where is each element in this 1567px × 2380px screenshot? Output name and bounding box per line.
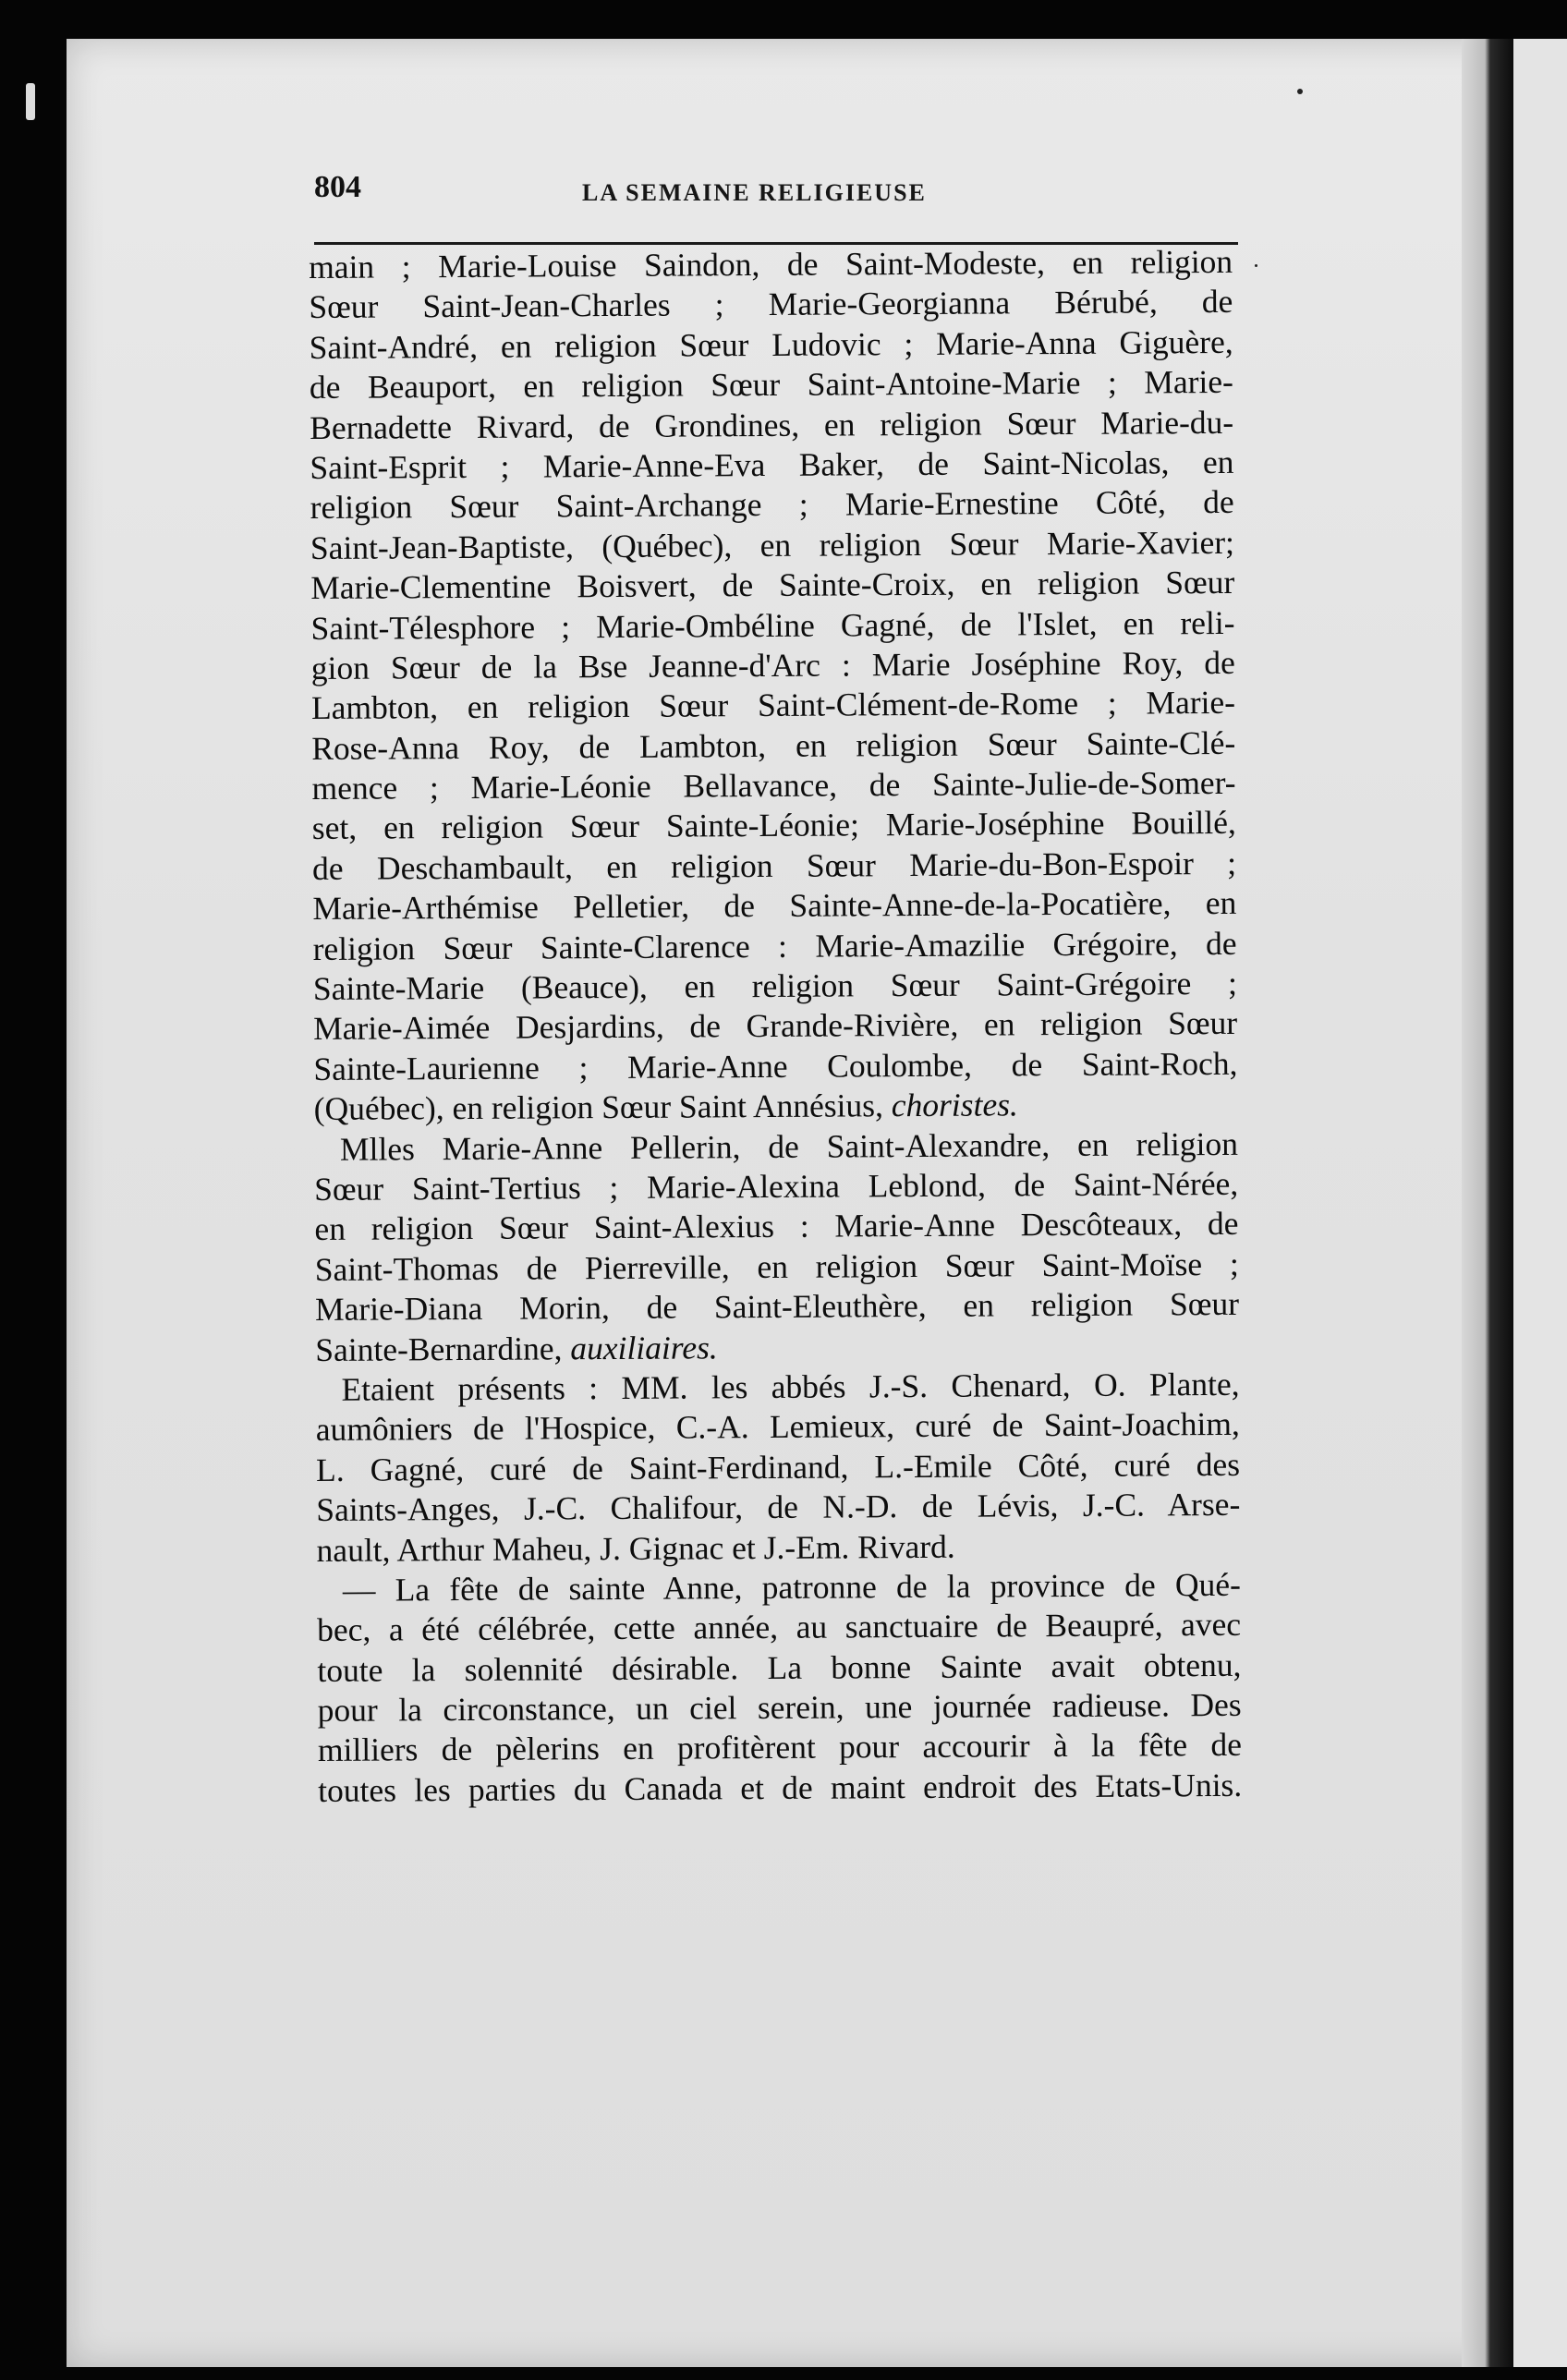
italic-term: choristes.	[891, 1086, 1018, 1124]
text-line	[310, 322, 1233, 368]
line-text: aumôniers de l'Hospice, C.-A. Lemieux, curé de Saint-Joachim,	[315, 1405, 1240, 1449]
line-text: set, en religion Sœur Sainte-Léonie; Marie-Joséphine Bouillé,	[311, 804, 1236, 847]
line-text: religion Sœur Sainte-Clarence : Marie-Amazilie Grégoire, de	[312, 924, 1237, 967]
page-number: 804	[314, 170, 361, 204]
line-text: Sœur Saint-Jean-Charles ; Marie-Georgianna Bérubé, de	[309, 283, 1233, 326]
text-line	[315, 1324, 1239, 1369]
text-line	[309, 242, 1233, 287]
book-gutter	[1462, 39, 1513, 2367]
text-line	[314, 1084, 1238, 1129]
text-line	[316, 1445, 1240, 1490]
text-line	[313, 964, 1237, 1009]
line-text: nault, Arthur Maheu, J. Gignac et J.-Em. Rivard.	[316, 1527, 955, 1569]
text-line	[310, 362, 1233, 407]
line-text: Mlles Marie-Anne Pellerin, de Saint-Alexandre, en religion	[339, 1124, 1239, 1168]
text-line	[317, 1565, 1241, 1610]
line-text: Bernadette Rivard, de Grondines, en religion Sœur Marie-du-	[310, 403, 1234, 446]
line-text: religion Sœur Saint-Archange ; Marie-Ernestine Côté, de	[310, 483, 1234, 527]
dust-speck	[1255, 264, 1257, 267]
text-line	[315, 1245, 1239, 1290]
line-text: Lambton, en religion Sœur Saint-Clément-de-Rome ; Marie-	[310, 684, 1236, 727]
line-text: Saint-André, en religion Sœur Ludovic ; Marie-Anna Giguère,	[309, 322, 1233, 366]
line-text: Marie-Diana Morin, de Saint-Eleuthère, en religion Sœur	[314, 1285, 1240, 1329]
text-line	[317, 1605, 1241, 1650]
text-line	[311, 723, 1235, 769]
text-line	[310, 482, 1234, 528]
text-line	[317, 1645, 1241, 1691]
line-text: Marie-Clementine Boisvert, de Sainte-Croix, en religion Sœur	[310, 564, 1235, 607]
text-line	[312, 844, 1236, 889]
line-text: Marie-Aimée Desjardins, de Grande-Rivière, en religion Sœur	[313, 1004, 1238, 1048]
line-text: Sœur Saint-Tertius ; Marie-Alexina Leblond, de Saint-Nérée,	[314, 1164, 1239, 1208]
text-line	[314, 1204, 1238, 1249]
text-line	[314, 1164, 1238, 1209]
page-header	[314, 170, 1238, 229]
text-line	[311, 683, 1235, 728]
text-line	[316, 1485, 1240, 1530]
text-line	[315, 1284, 1239, 1330]
running-title: LA SEMAINE RELIGIEUSE	[582, 179, 927, 206]
text-line	[313, 924, 1237, 969]
line-text: — La fête de sainte Anne, patronne de la province de Qué-	[342, 1565, 1241, 1609]
line-text: toutes les parties du Canada et de maint endroit des Etats-Unis.	[318, 1766, 1243, 1809]
dust-speck	[26, 83, 35, 120]
line-text: (Québec), en religion Sœur Saint Annésius,	[313, 1087, 884, 1128]
text-line	[310, 523, 1234, 568]
text-line	[314, 1123, 1238, 1169]
line-text: pour la circonstance, un ciel serein, une journée radieuse. Des	[317, 1685, 1242, 1730]
text-line	[310, 402, 1233, 447]
line-text: toute la solennité désirable. La bonne Sainte avait obtenu,	[317, 1645, 1242, 1689]
dust-speck	[1297, 89, 1303, 94]
line-text: Sainte-Bernardine,	[315, 1329, 563, 1368]
text-line	[311, 643, 1235, 688]
line-text: en religion Sœur Saint-Alexius : Marie-Anne Descôteaux, de	[314, 1205, 1239, 1248]
text-line	[316, 1404, 1240, 1450]
line-text: Rose-Anna Roy, de Lambton, en religion Sœur Sainte-Clé-	[311, 723, 1236, 767]
line-text: Etaient présents : MM. les abbés J.-S. Chenard, O. Plante,	[341, 1365, 1240, 1408]
body-text	[309, 242, 1242, 1811]
line-text: de Beauport, en religion Sœur Saint-Antoine-Marie ; Marie-	[309, 363, 1234, 407]
text-line	[311, 763, 1235, 808]
italic-term: auxiliaires.	[570, 1328, 718, 1366]
line-text: Sainte-Marie (Beauce), en religion Sœur Saint-Grégoire ;	[312, 964, 1238, 1008]
text-line	[316, 1524, 1240, 1570]
line-text: Saints-Anges, J.-C. Chalifour, de N.-D. de Lévis, J.-C. Arse-	[316, 1485, 1241, 1529]
text-line	[309, 282, 1233, 327]
text-line	[312, 803, 1236, 848]
line-text: Marie-Arthémise Pelletier, de Sainte-Anne-de-la-Pocatière, en	[312, 884, 1237, 928]
text-line	[312, 883, 1236, 929]
text-line	[313, 1003, 1237, 1049]
line-text: Sainte-Laurienne ; Marie-Anne Coulombe, de Saint-Roch,	[313, 1044, 1238, 1087]
line-text: milliers de pèlerins en profitèrent pour accourir à la fête de	[317, 1726, 1243, 1769]
text-line	[315, 1365, 1239, 1410]
line-text: de Deschambault, en religion Sœur Marie-du-Bon-Espoir ;	[311, 844, 1237, 887]
text-line	[318, 1725, 1242, 1770]
text-line	[310, 443, 1233, 488]
line-text: Saint-Télesphore ; Marie-Ombéline Gagné, de l'Islet, en reli-	[310, 603, 1235, 647]
text-line	[310, 563, 1234, 608]
text-line	[310, 602, 1234, 648]
line-text: Saint-Esprit ; Marie-Anne-Eva Baker, de Saint-Nicolas, en	[310, 443, 1234, 486]
line-text: gion Sœur de la Bse Jeanne-d'Arc : Marie Joséphine Roy, de	[310, 643, 1235, 686]
facing-page-edge	[1513, 39, 1567, 2367]
line-text: Saint-Jean-Baptiste, (Québec), en religion Sœur Marie-Xavier;	[310, 523, 1235, 566]
line-text: main ; Marie-Louise Saindon, de Saint-Modeste, en religion	[309, 242, 1233, 285]
text-line	[318, 1685, 1242, 1730]
line-text: bec, a été célébrée, cette année, au sanctuaire de Beaupré, avec	[317, 1606, 1242, 1649]
text-line	[313, 1044, 1237, 1089]
line-text: L. Gagné, curé de Saint-Ferdinand, L.-Emile Côté, curé des	[315, 1445, 1241, 1488]
line-text: mence ; Marie-Léonie Bellavance, de Sainte-Julie-de-Somer-	[311, 763, 1236, 808]
text-line	[318, 1766, 1242, 1811]
line-text: Saint-Thomas de Pierreville, en religion Sœur Saint-Moïse ;	[314, 1245, 1239, 1288]
